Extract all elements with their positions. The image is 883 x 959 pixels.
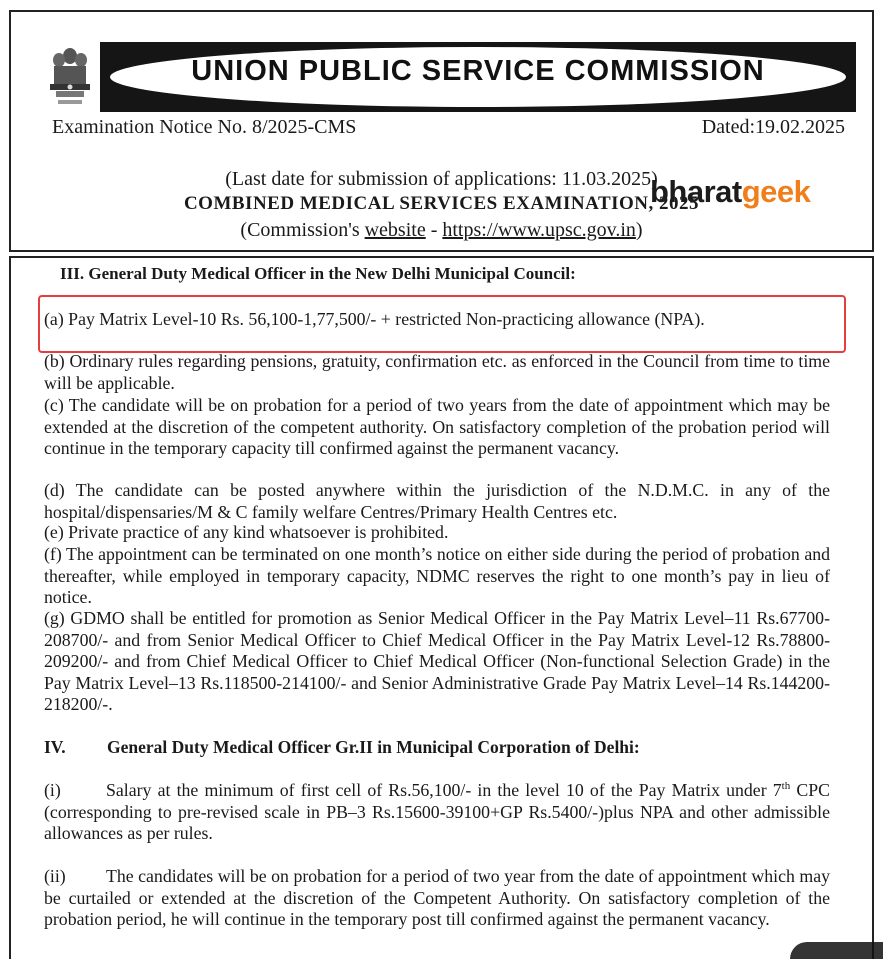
clause-ii-label: (ii)	[44, 866, 66, 886]
section4-title: General Duty Medical Officer Gr.II in Municipal Corporation of Delhi:	[107, 737, 640, 757]
clause-g: (g) GDMO shall be entitled for promotion as Senior Medical Officer in the Pay Matrix Level–11 Rs.67700-208700/- and from Senior Medical Officer to Chief Medical Officer in the Pay Matrix Level-12 Rs.78800-209200/- and from Chief Medical Officer to Chief Medical Officer (Non-functional Selection Grade) in the Pay Matrix Level–13 Rs.118500-214100/- and Senior Administrative Grade Pay Matrix Level–14 Rs.144200-218200/-.	[44, 608, 830, 715]
clause-i-text-a: Salary at the minimum of first cell of Rs.56,100/- in the level 10 of the Pay Matrix under 7	[106, 780, 782, 800]
clause-c: (c) The candidate will be on probation for a period of two years from the date of appointment which may be extended at the discretion of the competent authority. On satisfactory completion of the probation period will continue in the temporary capacity till confirmed against the permanent vacancy.	[44, 395, 830, 459]
website-separator: -	[425, 219, 443, 241]
website-line	[0, 219, 883, 242]
commission-title: UNION PUBLIC SERVICE COMMISSION	[191, 55, 765, 87]
clause-i-sup: th	[781, 780, 791, 793]
section3-heading: III. General Duty Medical Officer in the New Delhi Municipal Council:	[60, 264, 576, 283]
notice-date: Dated:19.02.2025	[701, 116, 845, 138]
website-prefix: (Commission's	[240, 219, 365, 241]
clause-a: (a) Pay Matrix Level-10 Rs. 56,100-1,77,500/- + restricted Non-practicing allowance (NPA).	[44, 309, 705, 329]
watermark-part1: bharat	[650, 174, 742, 209]
national-emblem-icon	[44, 44, 96, 108]
clause-d: (d) The candidate can be posted anywhere within the jurisdiction of the N.D.M.C. in any of the hospital/dispensaries/M & C family welfare Centres/Primary Health Centres etc.	[44, 480, 830, 522]
exam-title: COMBINED MEDICAL SERVICES EXAMINATION, 2025	[183, 193, 700, 214]
clause-i-label: (i)	[44, 780, 61, 800]
last-date-line: (Last date for submission of applications: 11.03.2025)	[225, 168, 658, 190]
clause-ii-text: The candidates will be on probation for a period of two year from the date of appointment which may be curtailed or extended at the discretion of the Competent Authority. On satisfactory completion of the probation period, he will continue in the temporary post till confirmed against the permanent vacancy.	[44, 866, 830, 930]
corner-overlay	[790, 942, 883, 959]
notice-number: Examination Notice No. 8/2025-CMS	[52, 116, 357, 138]
section4-number: IV.	[44, 737, 66, 757]
clause-ii	[44, 866, 830, 931]
clause-b: (b) Ordinary rules regarding pensions, gratuity, confirmation etc. as enforced in the Council from time to time will be applicable.	[44, 351, 830, 393]
section4-heading	[44, 737, 640, 758]
watermark-part2: geek	[741, 174, 811, 209]
bharatgeek-watermark	[650, 174, 810, 210]
clause-e: (e) Private practice of any kind whatsoever is prohibited.	[44, 522, 449, 542]
clause-i-text-b: CPC (corresponding to pre-revised scale in PB–3 Rs.15600-39100+GP Rs.5400/-)plus NPA and other admissible allowances as per rules.	[44, 780, 830, 844]
clause-f: (f) The appointment can be terminated on one month’s notice on either side during the period of probation and thereafter, while employed in temporary capacity, NDMC reserves the right to one month’s pay in lieu of notice.	[44, 544, 830, 608]
commission-banner	[100, 42, 856, 112]
website-link[interactable]: https://www.upsc.gov.in	[442, 219, 636, 241]
clause-i	[44, 780, 830, 845]
website-suffix: )	[635, 219, 643, 241]
website-word: website	[364, 219, 426, 241]
